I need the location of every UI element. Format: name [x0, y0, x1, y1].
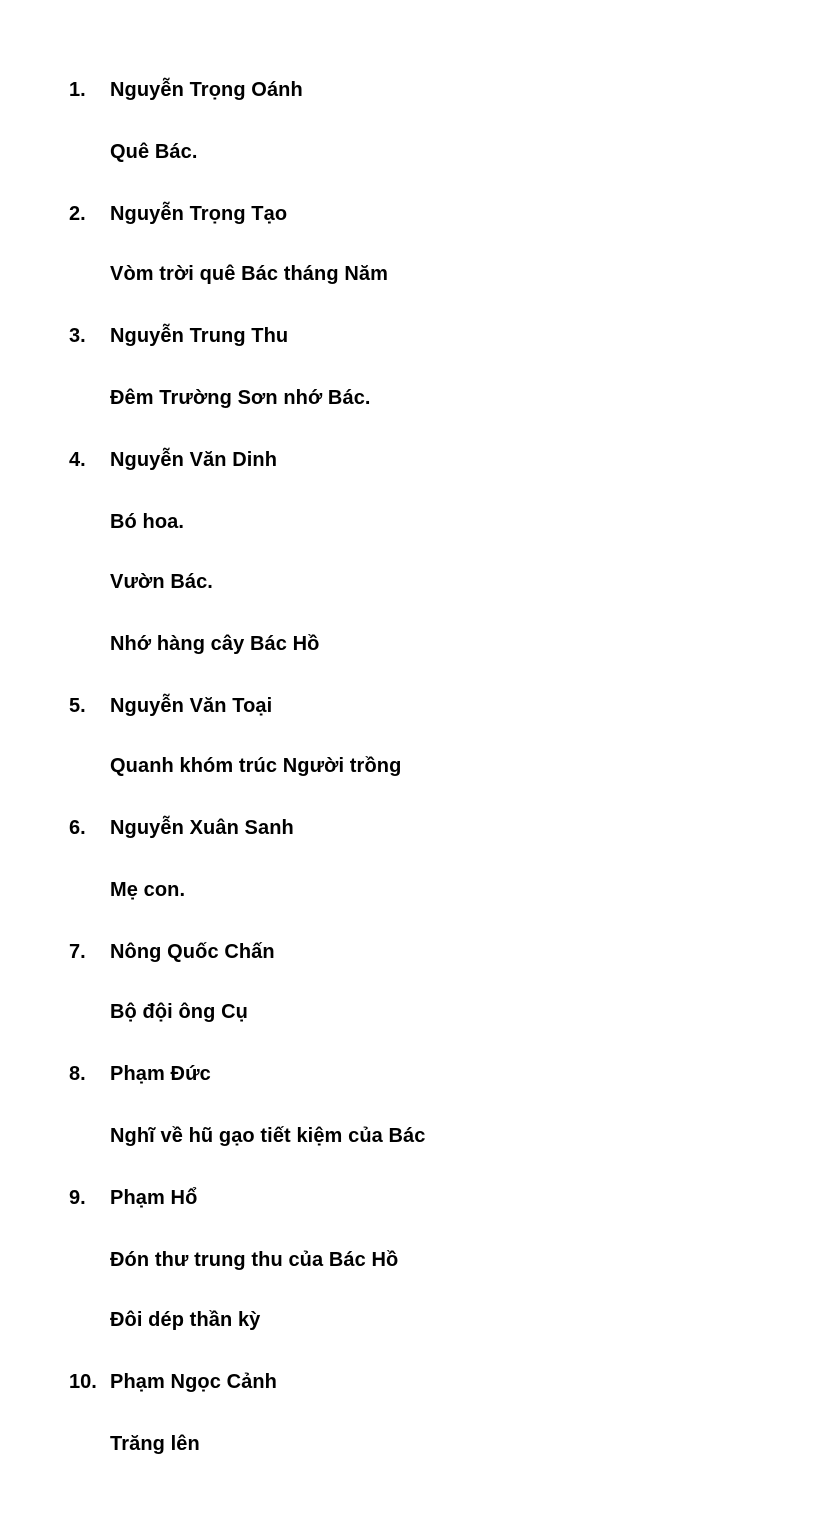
work-title: Vòm trời quê Bác tháng Năm — [110, 263, 388, 285]
author-name: Phạm Đức — [110, 1063, 211, 1085]
work-title: Trăng lên — [110, 1433, 200, 1455]
work-title: Đôi dép thần kỳ — [110, 1309, 261, 1331]
item-number: 1. — [69, 79, 86, 101]
author-name: Nguyễn Trung Thu — [110, 325, 289, 347]
author-name: Nguyễn Xuân Sanh — [110, 817, 294, 839]
work-title: Đêm Trường Sơn nhớ Bác. — [110, 387, 371, 409]
work-title: Quê Bác. — [110, 141, 198, 163]
author-name: Nguyễn Văn Dinh — [110, 449, 278, 471]
work-title: Nhớ hàng cây Bác Hồ — [110, 633, 320, 655]
author-name: Nông Quốc Chấn — [110, 941, 275, 963]
work-title: Bộ đội ông Cụ — [110, 1001, 248, 1023]
work-title: Quanh khóm trúc Người trồng — [110, 755, 402, 777]
author-name: Phạm Ngọc Cảnh — [110, 1371, 277, 1393]
item-number: 7. — [69, 941, 86, 963]
work-title: Vườn Bác. — [110, 571, 213, 593]
item-number: 9. — [69, 1187, 86, 1209]
item-number: 10. — [69, 1371, 97, 1393]
author-name: Nguyễn Trọng Oánh — [110, 79, 303, 101]
work-title: Bó hoa. — [110, 511, 185, 533]
item-number: 5. — [69, 695, 86, 717]
item-number: 8. — [69, 1063, 86, 1085]
work-title: Mẹ con. — [110, 879, 186, 901]
author-name: Phạm Hổ — [110, 1187, 198, 1209]
item-number: 2. — [69, 203, 86, 225]
author-name: Nguyễn Trọng Tạo — [110, 203, 288, 225]
item-number: 3. — [69, 325, 86, 347]
work-title: Nghĩ về hũ gạo tiết kiệm của Bác — [110, 1125, 426, 1147]
item-number: 4. — [69, 449, 86, 471]
author-name: Nguyễn Văn Toại — [110, 695, 273, 717]
item-number: 6. — [69, 817, 86, 839]
work-title: Đón thư trung thu của Bác Hồ — [110, 1249, 399, 1271]
